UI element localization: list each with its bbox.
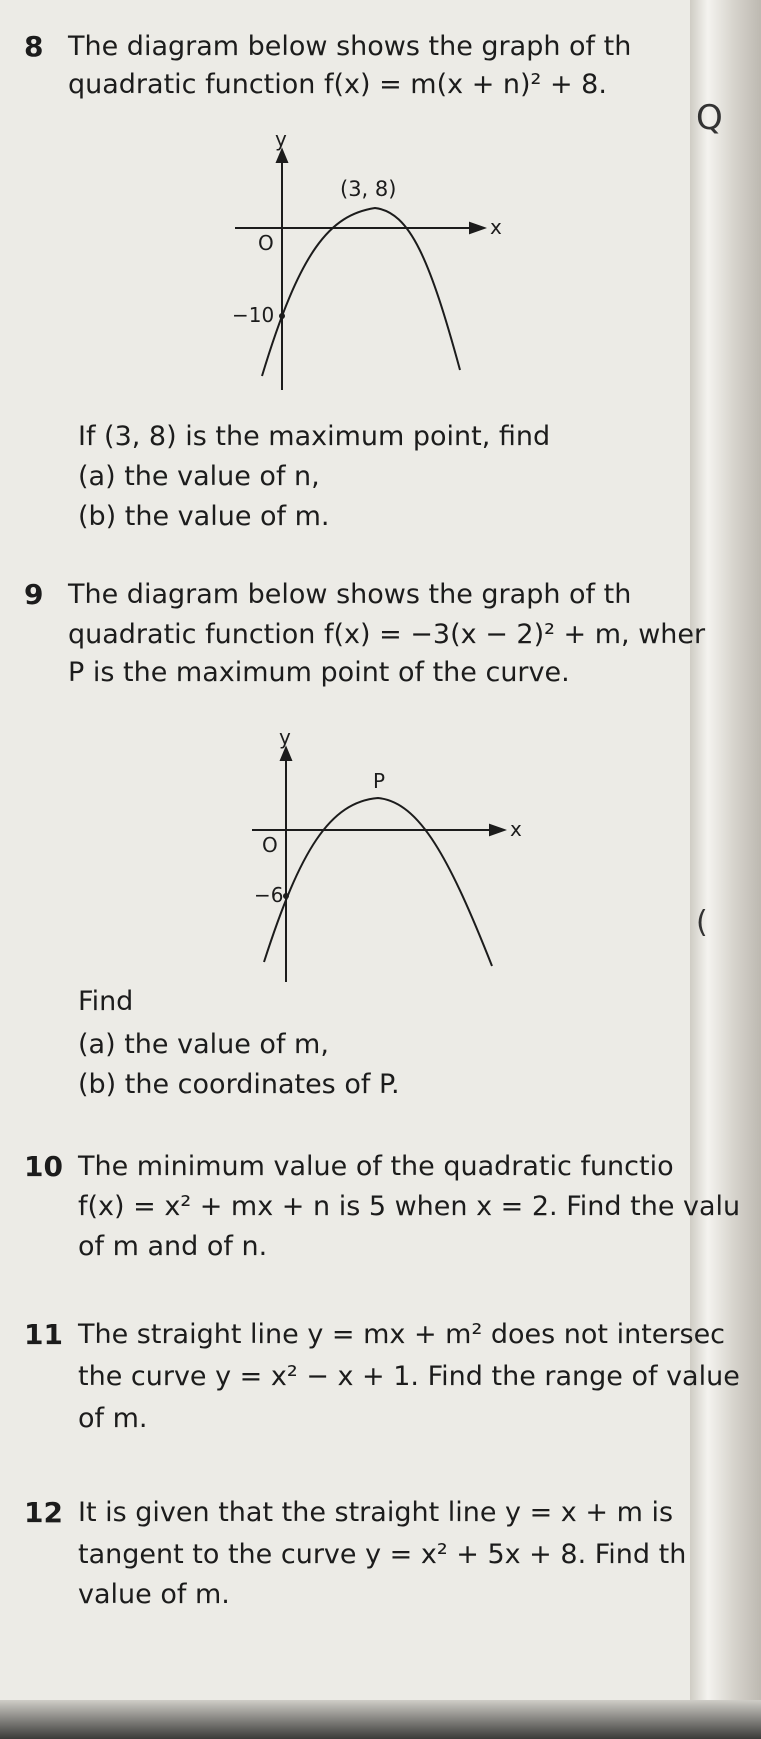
q9-intercept-dot <box>283 893 289 899</box>
q8-parabola <box>262 208 460 376</box>
q8-x-label: x <box>490 215 502 239</box>
question-8-part-a: (a) the value of n, <box>78 461 320 492</box>
question-8-part-b: (b) the value of m. <box>78 501 330 532</box>
question-9-line-1: The diagram below shows the graph of th <box>68 579 632 610</box>
q9-origin-label: O <box>262 833 278 857</box>
question-12-line-1: It is given that the straight line y = x + m is <box>78 1497 674 1528</box>
question-8-prompt: If (3, 8) is the maximum point, find <box>78 421 551 452</box>
edge-letter-paren: ( <box>696 905 708 940</box>
bottom-shadow <box>0 1700 761 1739</box>
question-9-line-2: quadratic function f(x) = −3(x − 2)² + m, wher <box>68 619 706 650</box>
q8-y-arrow-icon <box>277 150 287 162</box>
q9-point-label: P <box>373 769 386 793</box>
q9-y-label: y <box>279 725 291 749</box>
q8-x-arrow-icon <box>470 223 484 233</box>
question-10-line-1: The minimum value of the quadratic functio <box>78 1151 674 1182</box>
q9-x-label: x <box>510 817 522 841</box>
question-12-number: 12 <box>24 1496 63 1529</box>
question-11-line-2: the curve y = x² − x + 1. Find the range of value <box>78 1361 740 1392</box>
question-9-line-3: P is the maximum point of the curve. <box>68 657 570 688</box>
question-10-number: 10 <box>24 1150 63 1183</box>
question-8-line-1: The diagram below shows the graph of th <box>68 31 632 62</box>
q8-intercept-dot <box>279 313 285 319</box>
q9-y-arrow-icon <box>281 748 291 760</box>
q8-origin-label: O <box>258 231 274 255</box>
question-12-line-2: tangent to the curve y = x² + 5x + 8. Find th <box>78 1539 687 1570</box>
q8-point-label: (3, 8) <box>340 177 397 201</box>
q9-x-arrow-icon <box>490 825 504 835</box>
question-10-line-2: f(x) = x² + mx + n is 5 when x = 2. Find the valu <box>78 1191 741 1222</box>
adjacent-page-edge <box>690 0 761 1739</box>
question-11-line-1: The straight line y = mx + m² does not intersec <box>78 1319 726 1350</box>
question-11-line-3: of m. <box>78 1403 148 1434</box>
question-9-part-b: (b) the coordinates of P. <box>78 1069 400 1100</box>
q8-intercept-label: −10 <box>232 303 275 327</box>
q8-y-label: y <box>275 127 287 151</box>
question-9-graph <box>0 700 690 990</box>
question-8-graph <box>0 0 690 420</box>
question-9-part-a: (a) the value of m, <box>78 1029 329 1060</box>
question-8-number: 8 <box>24 30 44 63</box>
edge-letter-q: Q <box>696 98 723 138</box>
q9-parabola <box>264 798 492 966</box>
question-8-line-2: quadratic function f(x) = m(x + n)² + 8. <box>68 69 607 100</box>
question-9-number: 9 <box>24 578 44 611</box>
q9-intercept-label: −6 <box>254 883 284 907</box>
question-9-prompt: Find <box>78 986 134 1017</box>
question-12-line-3: value of m. <box>78 1579 230 1610</box>
question-10-line-3: of m and of n. <box>78 1231 268 1262</box>
question-11-number: 11 <box>24 1318 63 1351</box>
